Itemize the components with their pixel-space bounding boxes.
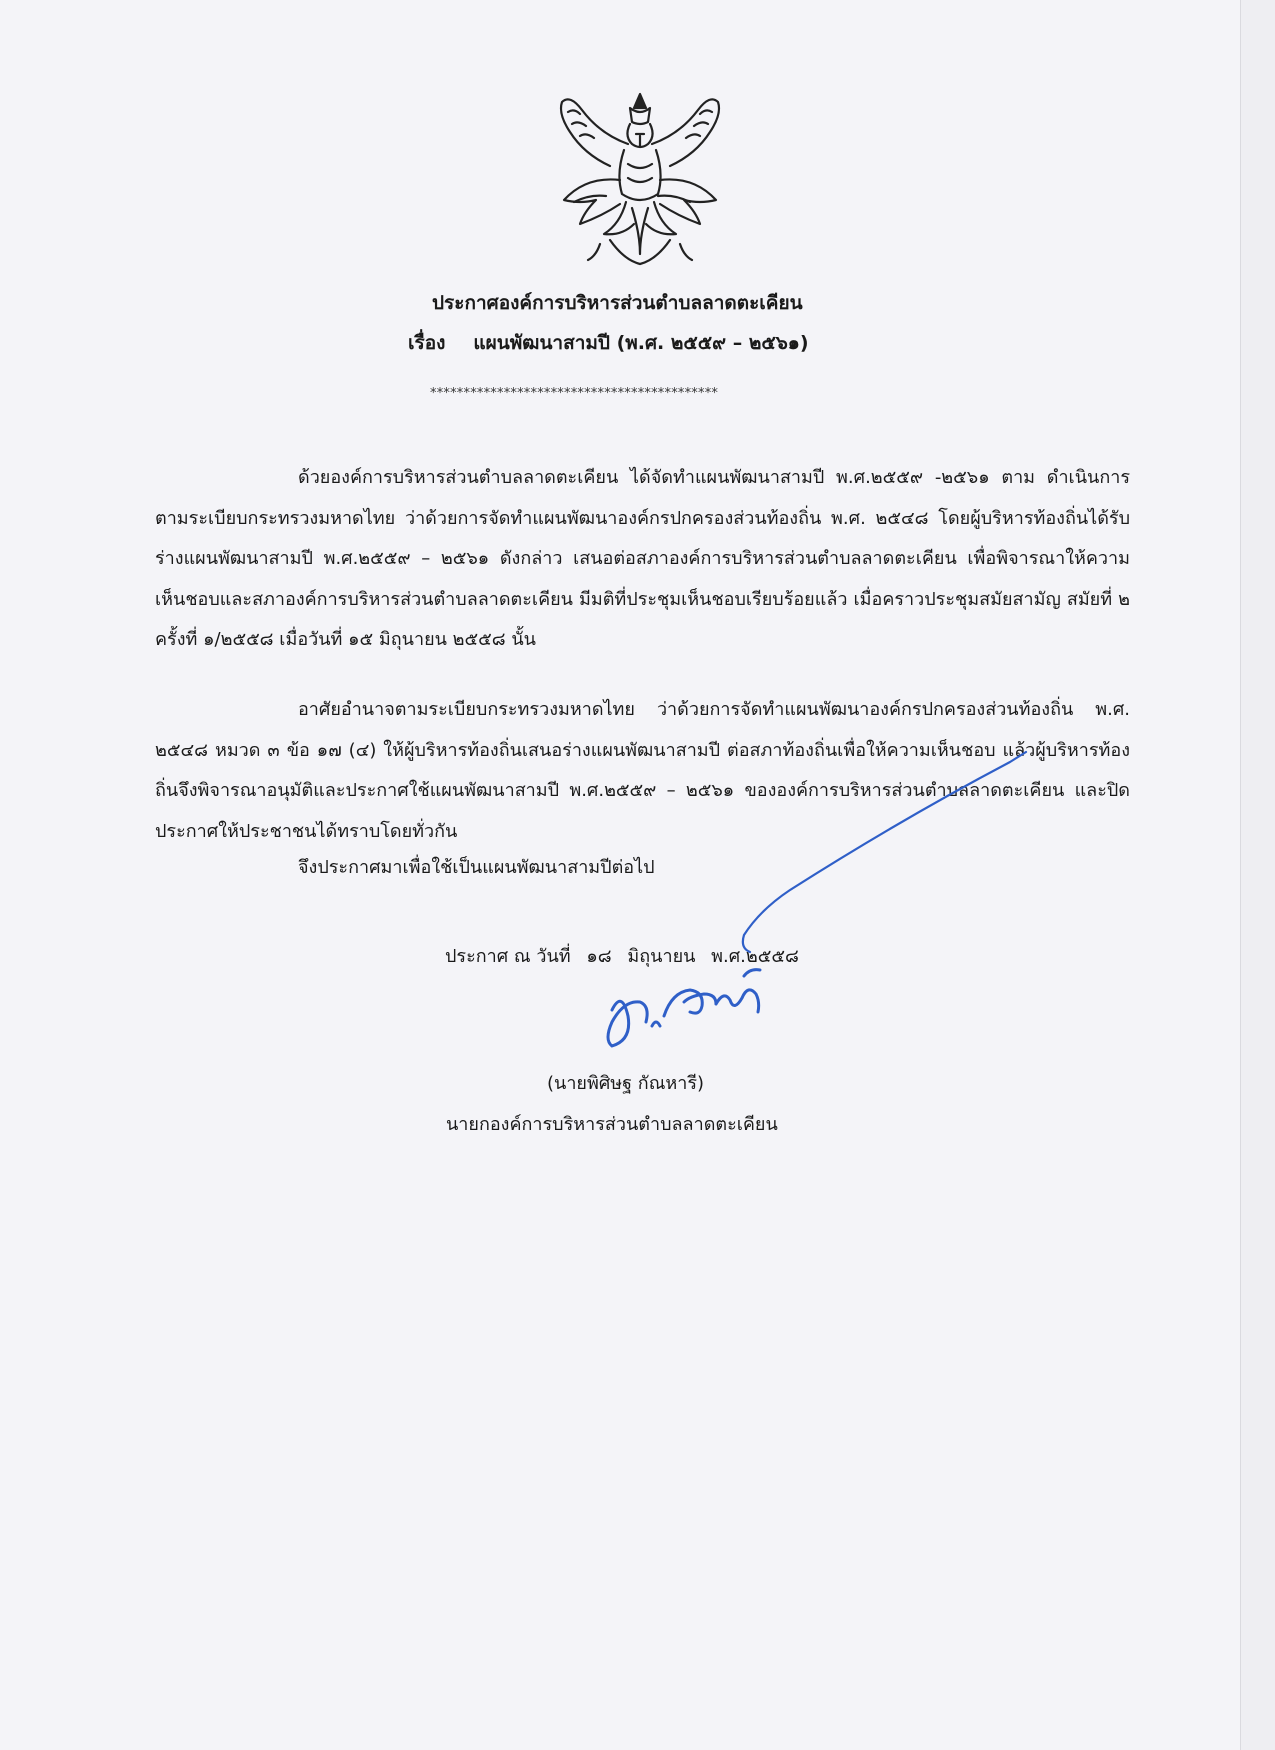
subject-label: เรื่อง [408, 332, 446, 354]
date-day: ๑๘ [586, 946, 612, 967]
document-title: ประกาศองค์การบริหารส่วนตำบลลาดตะเคียน [432, 292, 803, 314]
body-paragraph-2 [155, 690, 1130, 852]
paragraph-2-text: อาศัยอำนาจตามระเบียบกระทรวงมหาดไทย ว่าด้วยการจัดทำแผนพัฒนาองค์กรปกครองส่วนท้องถิ่น พ.ศ. ๒๕๔๘ หมวด ๓ ข้อ ๑๗ (๔) ให้ผู้บริหารท้องถิ่นเสนอร่างแผนพัฒนาสามปี ต่อสภาท้องถิ่นเพื่อให้ความเห็นชอบ แล้วผู้บริหารท้องถิ่นจึงพิจารณาอนุมัติและประกาศใช้แผนพัฒนาสามปี พ.ศ.๒๕๕๙ – ๒๕๖๑ ขององค์การบริหารส่วนตำบลลาดตะเคียน และปิดประกาศให้ประชาชนได้ทราบโดยทั่วกัน [155, 699, 1130, 842]
garuda-emblem-icon [540, 84, 740, 274]
body-paragraph-1 [155, 458, 1130, 661]
scan-edge [1240, 0, 1275, 1750]
separator-line: ******************************************* [430, 386, 719, 401]
date-year: พ.ศ.๒๕๕๘ [711, 946, 799, 967]
subject-text: แผนพัฒนาสามปี (พ.ศ. ๒๕๕๙ – ๒๕๖๑) [473, 332, 809, 354]
signatory-position: นายกองค์การบริหารส่วนตำบลลาดตะเคียน [446, 1114, 778, 1135]
document-subject-line [408, 328, 809, 358]
announcement-date [445, 941, 799, 970]
paragraph-1-text: ด้วยองค์การบริหารส่วนตำบลลาดตะเคียน ได้จัดทำแผนพัฒนาสามปี พ.ศ.๒๕๕๙ -๒๕๖๑ ตาม ดำเนินการตามระเบียบกระทรวงมหาดไทย ว่าด้วยการจัดทำแผนพัฒนาองค์กรปกครองส่วนท้องถิ่น พ.ศ. ๒๕๔๘ โดยผู้บริหารท้องถิ่นได้รับร่างแผนพัฒนาสามปี พ.ศ.๒๕๕๙ – ๒๕๖๑ ดังกล่าว เสนอต่อสภาองค์การบริหารส่วนตำบลลาดตะเคียน เพื่อพิจารณาให้ความเห็นชอบและสภาองค์การบริหารส่วนตำบลลาดตะเคียน มีมติที่ประชุมเห็นชอบเรียบร้อยแล้ว เมื่อคราวประชุมสมัยสามัญ สมัยที่ ๒ ครั้งที่ ๑/๒๕๕๘ เมื่อวันที่ ๑๕ มิถุนายน ๒๕๕๘ นั้น [155, 467, 1130, 650]
date-month: มิถุนายน [627, 946, 696, 967]
signatory-name: (นายพิศิษฐ กัณหารี) [547, 1073, 705, 1094]
date-prefix: ประกาศ ณ วันที่ [445, 946, 571, 967]
body-paragraph-3: จึงประกาศมาเพื่อใช้เป็นแผนพัฒนาสามปีต่อไป [298, 857, 655, 878]
